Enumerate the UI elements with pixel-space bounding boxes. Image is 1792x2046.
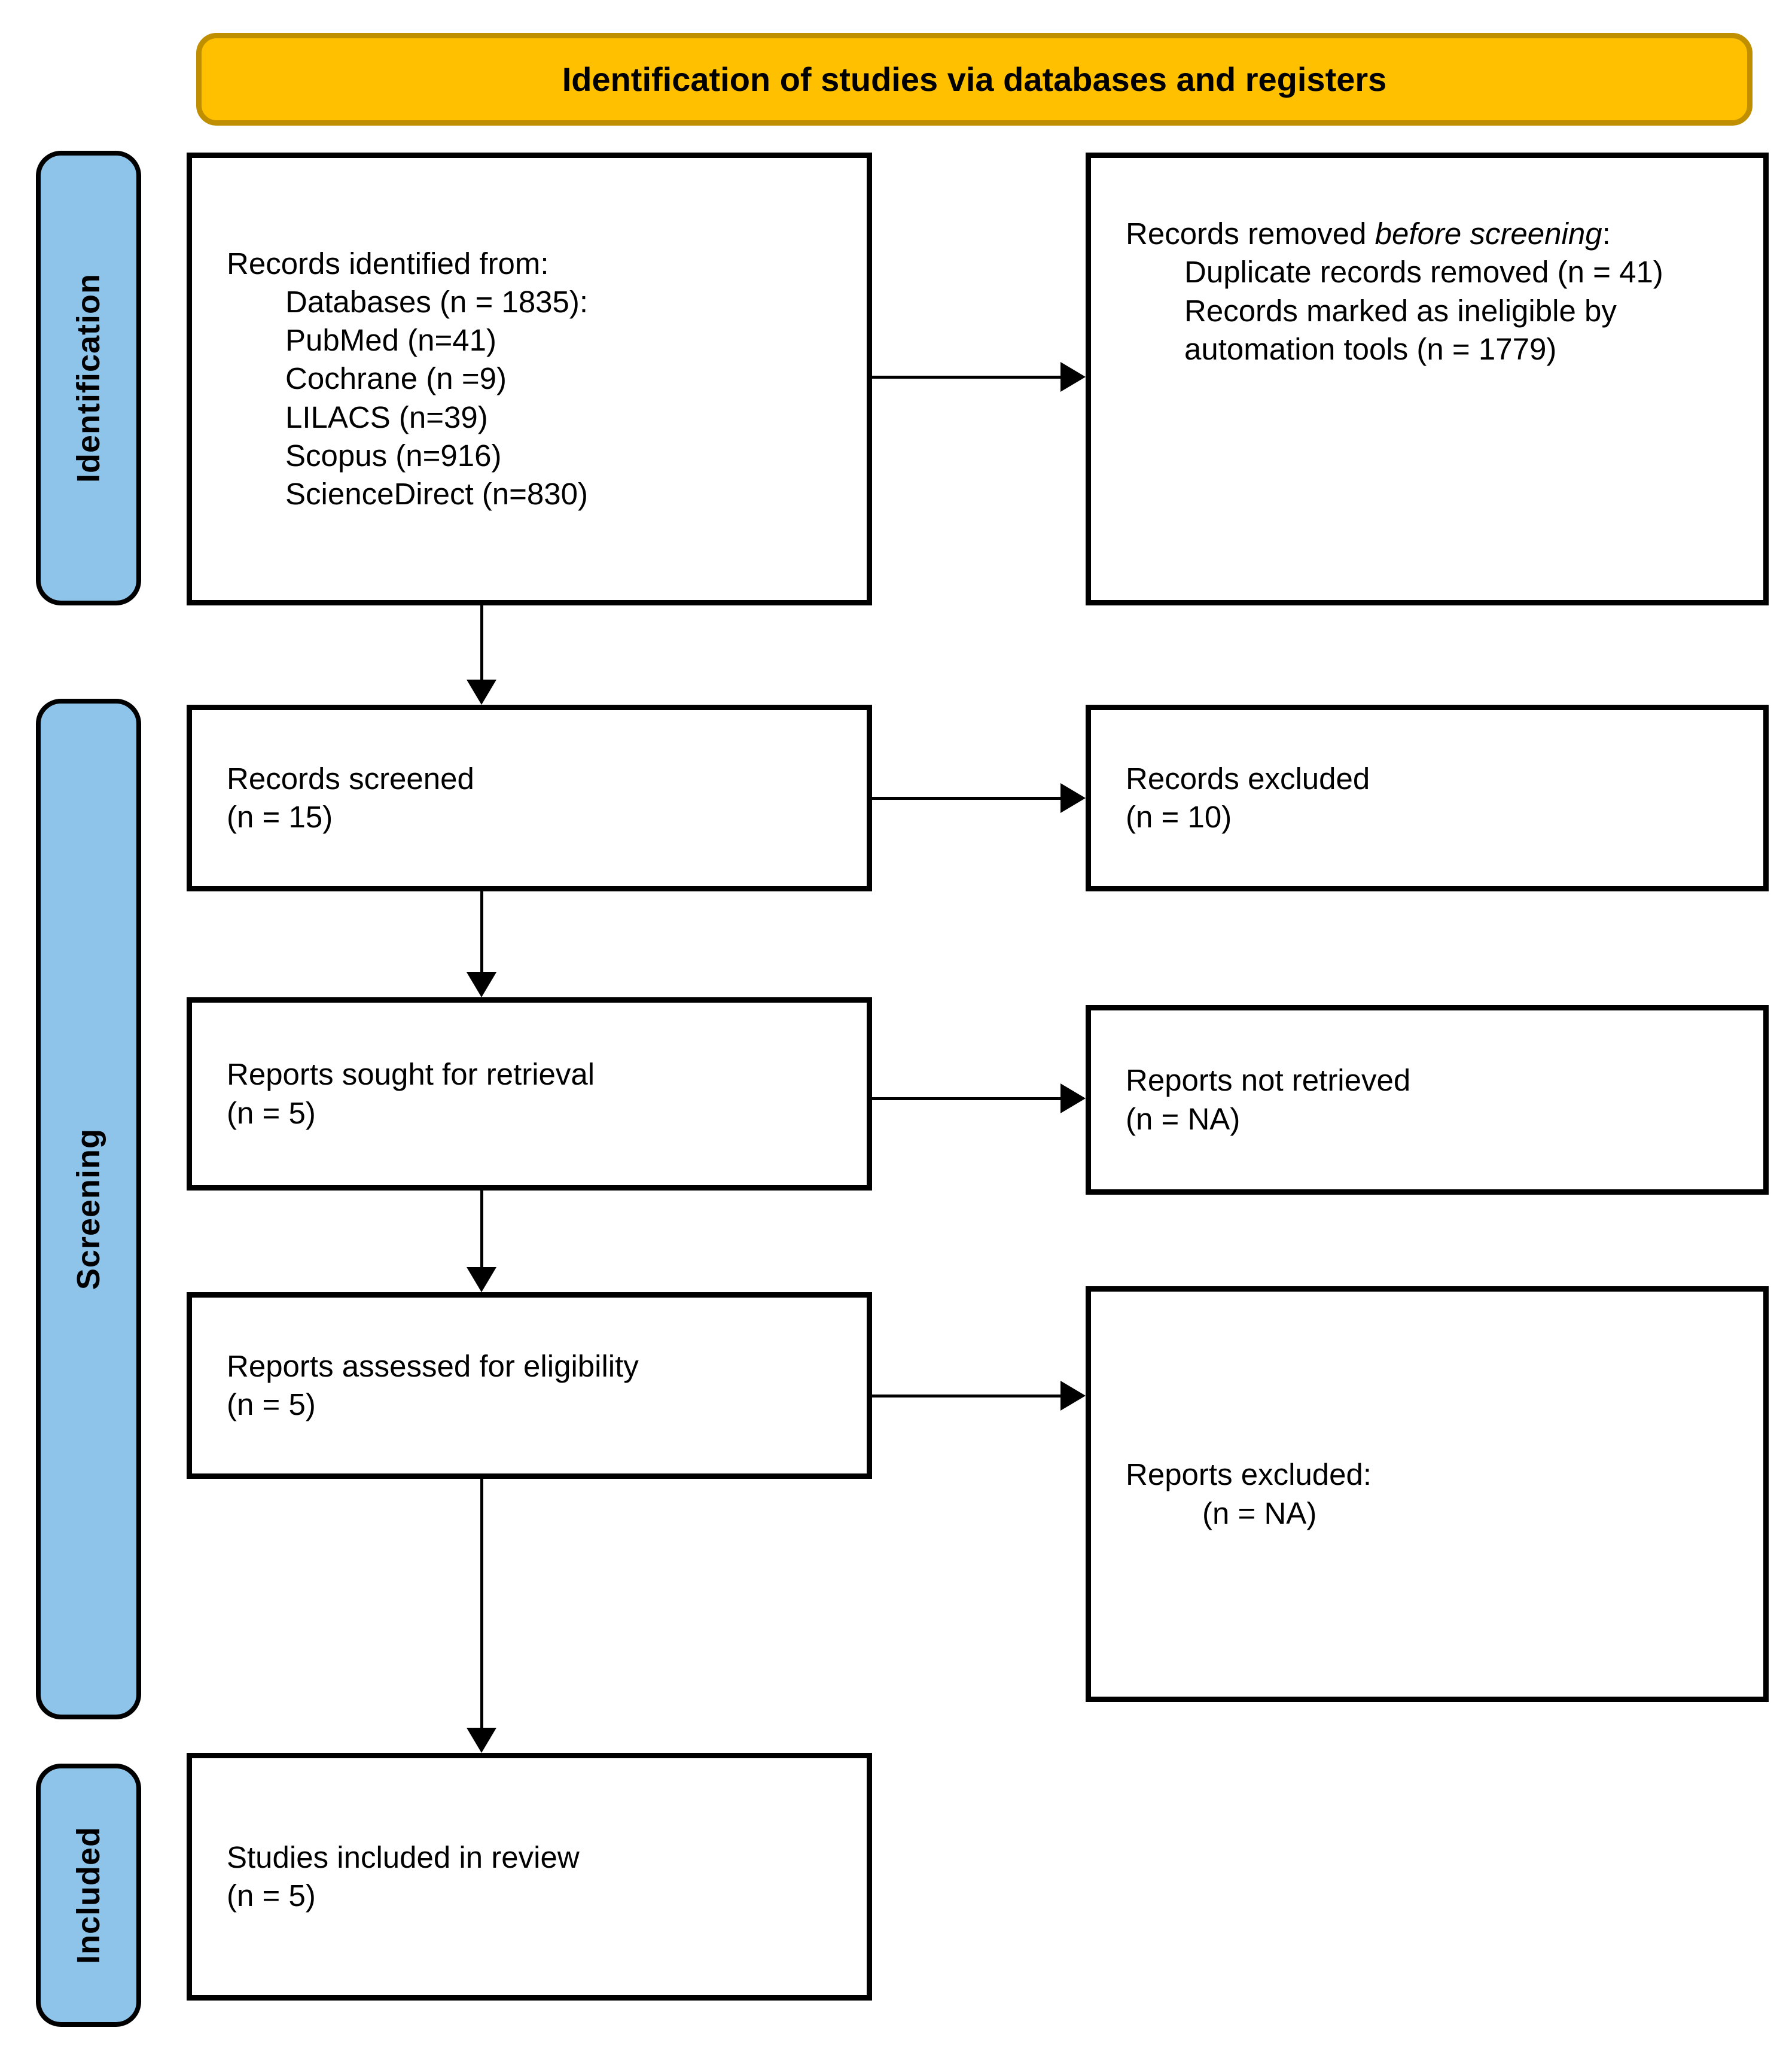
arrow-head bbox=[1060, 362, 1086, 392]
reports-not-retrieved-line2: (n = NA) bbox=[1126, 1101, 1241, 1136]
records-identified-item: LILACS (n=39) bbox=[285, 400, 488, 434]
arrow-line bbox=[480, 605, 483, 682]
arrow-line bbox=[872, 376, 1062, 379]
box-records-screened bbox=[187, 705, 872, 891]
box-reports-not-retrieved bbox=[1086, 1005, 1769, 1195]
arrow-line bbox=[480, 1479, 483, 1729]
stage-identification bbox=[36, 151, 141, 605]
header-banner bbox=[196, 33, 1753, 126]
studies-included-line2: (n = 5) bbox=[227, 1878, 316, 1913]
arrow-line bbox=[872, 797, 1062, 800]
records-excluded-line2: (n = 10) bbox=[1126, 800, 1232, 834]
arrow-head bbox=[467, 972, 496, 997]
arrow-head bbox=[467, 1267, 496, 1292]
box-studies-included bbox=[187, 1753, 872, 2001]
arrow-head bbox=[467, 680, 496, 705]
reports-assessed-line2: (n = 5) bbox=[227, 1387, 316, 1421]
records-identified-item: Cochrane (n =9) bbox=[285, 361, 507, 396]
reports-sought-line1: Reports sought for retrieval bbox=[227, 1057, 595, 1092]
records-removed-item: Records marked as ineligible by automation tools (n = 1779) bbox=[1184, 293, 1617, 366]
reports-not-retrieved-line1: Reports not retrieved bbox=[1126, 1063, 1411, 1098]
studies-included-line1: Studies included in review bbox=[227, 1840, 580, 1874]
stage-identification-label: Identification bbox=[71, 273, 106, 483]
header-title: Identification of studies via databases and registers bbox=[562, 60, 1387, 98]
arrow-head bbox=[1060, 1083, 1086, 1113]
box-reports-excluded bbox=[1086, 1286, 1769, 1702]
arrow-line bbox=[872, 1395, 1062, 1398]
stage-screening bbox=[36, 699, 141, 1719]
stage-included-label: Included bbox=[71, 1826, 106, 1964]
records-screened-line1: Records screened bbox=[227, 761, 474, 796]
reports-excluded-line2: (n = NA) bbox=[1202, 1496, 1317, 1530]
reports-excluded-line1: Reports excluded: bbox=[1126, 1457, 1372, 1492]
records-removed-intro: Records removed before screening: bbox=[1126, 217, 1611, 251]
arrow-line bbox=[480, 891, 483, 973]
box-records-removed bbox=[1086, 153, 1769, 605]
records-removed-item: Duplicate records removed (n = 41) bbox=[1184, 255, 1663, 290]
records-screened-line2: (n = 15) bbox=[227, 800, 333, 834]
records-excluded-line1: Records excluded bbox=[1126, 761, 1370, 796]
arrow-head bbox=[1060, 1381, 1086, 1411]
records-identified-intro: Records identified from: bbox=[227, 246, 549, 281]
box-records-identified bbox=[187, 153, 872, 605]
stage-included bbox=[36, 1764, 141, 2027]
records-identified-item: PubMed (n=41) bbox=[285, 323, 496, 358]
arrow-line bbox=[872, 1097, 1062, 1100]
stage-screening-label: Screening bbox=[71, 1128, 106, 1290]
records-identified-item: ScienceDirect (n=830) bbox=[285, 477, 588, 512]
box-reports-sought bbox=[187, 997, 872, 1191]
box-reports-assessed bbox=[187, 1292, 872, 1479]
arrow-head bbox=[1060, 783, 1086, 813]
arrow-line bbox=[480, 1191, 483, 1268]
reports-assessed-line1: Reports assessed for eligibility bbox=[227, 1348, 639, 1383]
box-records-excluded bbox=[1086, 705, 1769, 891]
reports-sought-line2: (n = 5) bbox=[227, 1095, 316, 1130]
records-identified-item: Scopus (n=916) bbox=[285, 438, 502, 473]
records-identified-item: Databases (n = 1835): bbox=[285, 284, 589, 319]
arrow-head bbox=[467, 1728, 496, 1753]
